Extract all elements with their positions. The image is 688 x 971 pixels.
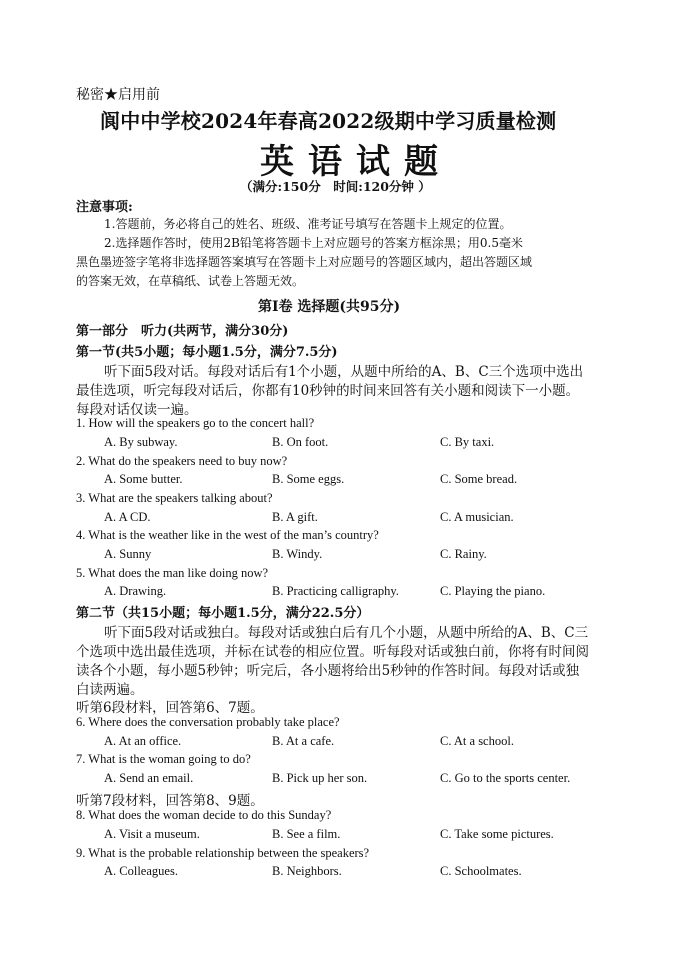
instruction-line: 听下面5段对话或独白。每段对话或独白后有几个小题，从题中所给的A、B、C三 <box>104 625 589 641</box>
option-a: A. Send an email. <box>104 771 194 785</box>
exam-title: 阆中中学校2024年春高2022级期中学习质量检测 <box>100 109 557 133</box>
material-note: 听第6段材料，回答第6、7题。 <box>76 700 264 716</box>
instruction-line: 听下面5段对话。每段对话后有1个小题，从题中所给的A、B、C三个选项中选出 <box>104 364 584 380</box>
option-a: A. By subway. <box>104 435 178 449</box>
option-a: A. Some butter. <box>104 472 183 486</box>
question-stem: 8. What does the woman decide to do this Sunday? <box>76 808 332 822</box>
option-c: C. Take some pictures. <box>440 827 554 841</box>
option-b: B. Pick up her son. <box>272 771 368 785</box>
notice-line: 1.答题前，务必将自己的姓名、班级、准考证号填写在答题卡上规定的位置。 <box>104 217 512 231</box>
instruction-line: 每段对话仅读一遍。 <box>76 402 198 418</box>
question-stem: 1. How will the speakers go to the concert hall? <box>76 416 315 430</box>
option-c: C. By taxi. <box>440 435 495 449</box>
question-stem: 6. Where does the conversation probably take place? <box>76 715 340 729</box>
option-b: B. At a cafe. <box>272 734 335 748</box>
notice-heading: 注意事项: <box>76 200 133 215</box>
section-title: 第一节(共5小题；每小题1.5分，满分7.5分) <box>76 345 338 360</box>
option-a: A. Drawing. <box>104 584 167 598</box>
confidential-label: 秘密★启用前 <box>76 87 160 103</box>
score-time-line: （满分:150分 时间:120分钟 ） <box>240 179 431 194</box>
question-stem: 9. What is the probable relationship between the speakers? <box>76 846 370 860</box>
part-title: 第一部分 听力(共两节，满分30分) <box>76 324 289 339</box>
option-c: C. Playing the piano. <box>440 584 546 598</box>
option-a: A. A CD. <box>104 510 151 524</box>
option-a: A. Visit a museum. <box>104 827 200 841</box>
question-stem: 2. What do the speakers need to buy now? <box>76 454 288 468</box>
option-b: B. On foot. <box>272 435 329 449</box>
option-c: C. At a school. <box>440 734 514 748</box>
question-stem: 4. What is the weather like in the west of the man’s country? <box>76 528 379 542</box>
option-b: B. Practicing calligraphy. <box>272 584 399 598</box>
option-b: B. A gift. <box>272 510 318 524</box>
option-c: C. A musician. <box>440 510 514 524</box>
notice-line: 2.选择题作答时，使用2B铅笔将答题卡上对应题号的答案方框涂黑；用0.5毫米 <box>104 236 523 250</box>
option-b: B. See a film. <box>272 827 341 841</box>
instruction-line: 个选项中选出最佳选项，并标在试卷的相应位置。听每段对话或独白前，你将有时间阅 <box>76 644 589 660</box>
notice-line: 的答案无效，在草稿纸、试卷上答题无效。 <box>76 274 305 288</box>
option-b: B. Windy. <box>272 547 323 561</box>
option-b: B. Neighbors. <box>272 864 342 878</box>
option-c: C. Rainy. <box>440 547 487 561</box>
section-title: 第二节（共15小题；每小题1.5分，满分22.5分） <box>76 606 370 621</box>
option-b: B. Some eggs. <box>272 472 345 486</box>
instruction-line: 读各个小题，每小题5秒钟；听完后，各小题将给出5秒钟的作答时间。每段对话或独 <box>76 663 580 679</box>
option-c: C. Schoolmates. <box>440 864 522 878</box>
question-stem: 5. What does the man like doing now? <box>76 566 269 580</box>
option-a: A. At an office. <box>104 734 182 748</box>
material-note: 听第7段材料，回答第8、9题。 <box>76 793 264 809</box>
option-c: C. Go to the sports center. <box>440 771 571 785</box>
notice-line: 黑色墨迹签字笔将非选择题答案填写在答题卡上对应题号的答题区域内，超出答题区域 <box>76 255 533 269</box>
question-stem: 7. What is the woman going to do? <box>76 752 251 766</box>
question-stem: 3. What are the speakers talking about? <box>76 491 273 505</box>
instruction-line: 白读两遍。 <box>76 682 144 698</box>
option-c: C. Some bread. <box>440 472 518 486</box>
instruction-line: 最佳选项，听完每段对话后，你都有10秒钟的时间来回答有关小题和阅读下一小题。 <box>76 383 580 399</box>
option-a: A. Colleagues. <box>104 864 178 878</box>
subject-title: 英语试题 <box>260 142 452 182</box>
volume-title: 第Ⅰ卷 选择题(共95分) <box>258 299 401 315</box>
option-a: A. Sunny <box>104 547 152 561</box>
